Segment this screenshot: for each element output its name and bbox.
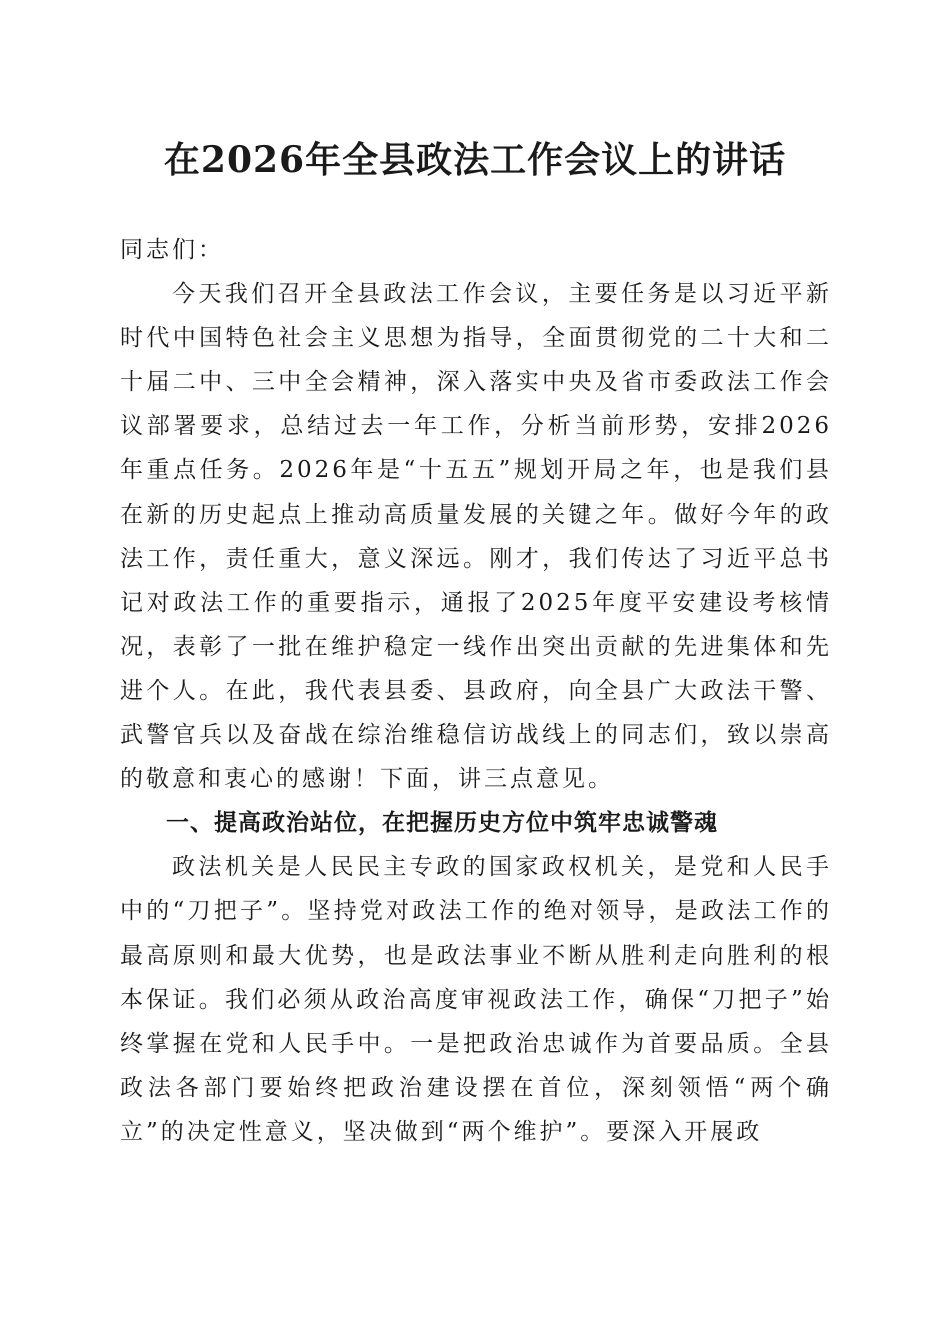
intro-paragraph: 今天我们召开全县政法工作会议，主要任务是以习近平新时代中国特色社会主义思想为指导，全面贯彻党的二十大和二十届二中、三中全会精神，深入落实中央及省市委政法工作会议部署要求，总结过去一年工作，分析当前形势，安排2026年重点任务。2026年是“十五五”规划开局之年，也是我们县在新的历史起点上推动高质量发展的关键之年。做好今年的政法工作，责任重大，意义深远。刚才，我们传达了习近平总书记对政法工作的重要指示，通报了2025年度平安建设考核情况，表彰了一批在维护稳定一线作出突出贡献的先进集体和先进个人。在此，我代表县委、县政府，向全县广大政法干警、武警官兵以及奋战在综治维稳信访战线上的同志们，致以崇高的敬意和衷心的感谢！下面，讲三点意见。 — [120, 281, 832, 793]
salutation: 同志们： — [120, 237, 224, 263]
section-1-paragraph: 政法机关是人民民主专政的国家政权机关，是党和人民手中的“刀把子”。坚持党对政法工作的绝对领导，是政法工作的最高原则和最大优势，也是政法事业不断从胜利走向胜利的根本保证。我们必须从政治高度审视政法工作，确保“刀把子”始终掌握在党和人民手中。一是把政治忠诚作为首要品质。全县政法各部门要始终把政治建设摆在首位，深刻领悟“两个确立”的决定性意义，坚决做到“两个维护”。要深入开展政 — [120, 854, 832, 1145]
document-body — [120, 228, 832, 1154]
section-1-heading: 一、提高政治站位，在把握历史方位中筑牢忠诚警魂 — [166, 810, 718, 837]
document-title: 在2026年全县政法工作会议上的讲话 — [163, 139, 787, 181]
